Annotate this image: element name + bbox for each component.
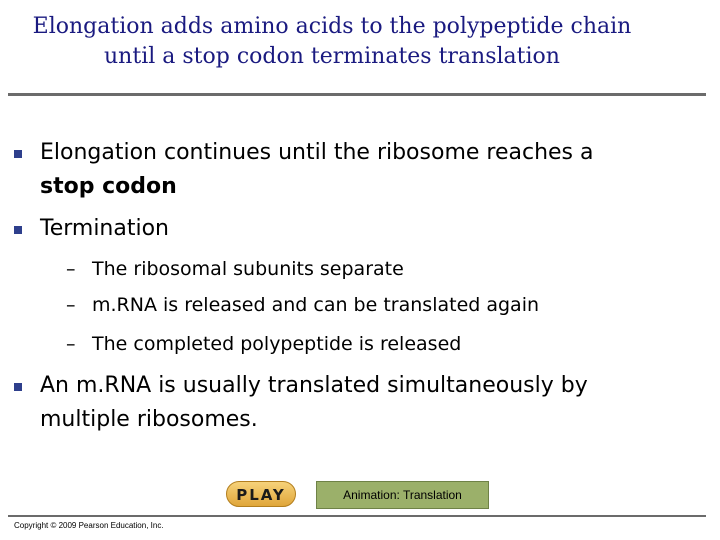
- dash-marker: –: [66, 333, 76, 355]
- play-button[interactable]: PLAY: [226, 481, 296, 507]
- sub-bullet-2: [66, 291, 539, 319]
- square-bullet-icon: [14, 383, 22, 391]
- footer-divider: [8, 515, 706, 517]
- sub-bullet-text: The ribosomal subunits separate: [92, 258, 404, 280]
- bullet-multiple-line-2: multiple ribosomes.: [40, 407, 258, 432]
- bullet-elongation-line-1: Elongation continues until the ribosome reaches a: [40, 140, 594, 165]
- dash-marker: –: [66, 294, 76, 316]
- square-bullet-icon: [14, 226, 22, 234]
- slide-title: [0, 12, 664, 72]
- square-bullet-icon: [14, 150, 22, 158]
- sub-bullet-text: m.RNA is released and can be translated again: [92, 294, 540, 316]
- bullet-multiple-line-1: An m.RNA is usually translated simultaneously by: [40, 373, 588, 398]
- sub-bullet-3: [66, 330, 461, 358]
- bullet-elongation-line-2: stop codon: [40, 174, 177, 199]
- sub-bullet-1: [66, 255, 404, 283]
- bullet-text: [40, 369, 588, 437]
- dash-marker: –: [66, 258, 76, 280]
- copyright-text: Copyright © 2009 Pearson Education, Inc.: [14, 521, 164, 530]
- sub-bullet-text: The completed polypeptide is released: [92, 333, 462, 355]
- animation-link[interactable]: Animation: Translation: [316, 481, 489, 509]
- bullet-text: [40, 136, 594, 204]
- bullet-termination-text: Termination: [40, 216, 170, 241]
- title-line-1: Elongation adds amino acids to the polypeptide chain: [32, 14, 632, 39]
- title-divider: [8, 93, 706, 96]
- title-line-2: until a stop codon terminates translation: [104, 44, 560, 69]
